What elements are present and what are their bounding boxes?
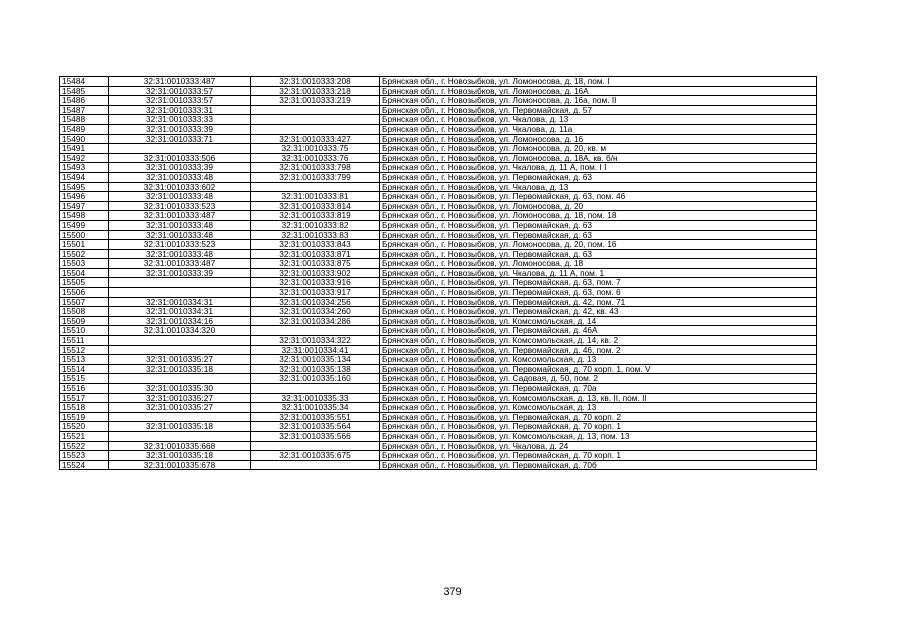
address-cell: Брянская обл., г. Новозыбков, ул. Ломоносова, д. 20, пом. 16 [380,240,817,250]
object-cadastral-number-cell: 32:31:0010333:81 [251,192,380,202]
row-number-cell: 15519 [60,412,109,422]
table-row [60,384,817,394]
cadastral-number-cell: 32:31:0010334:31 [109,297,251,307]
cadastral-number-cell [109,431,251,441]
row-number-cell: 15508 [60,307,109,317]
object-cadastral-number-cell: 32:31:0010333:819 [251,211,380,221]
cadastral-number-cell: 32:31:0010333:506 [109,153,251,163]
table-row [60,77,817,87]
row-number-cell: 15514 [60,364,109,374]
table-row [60,374,817,384]
address-cell: Брянская обл., г. Новозыбков, ул. Комсомольская, д. 13, пом. 13 [380,431,817,441]
row-number-cell: 15485 [60,86,109,96]
address-cell: Брянская обл., г. Новозыбков, ул. Чкалова, д. 13 [380,182,817,192]
row-number-cell: 15521 [60,431,109,441]
object-cadastral-number-cell: 32:31:0010335:134 [251,355,380,365]
row-number-cell: 15491 [60,144,109,154]
object-cadastral-number-cell: 32:31:0010333:219 [251,96,380,106]
object-cadastral-number-cell: 32:31:0010334:256 [251,297,380,307]
object-cadastral-number-cell: 32:31:0010333:798 [251,163,380,173]
object-cadastral-number-cell: 32:31:0010335:564 [251,422,380,432]
address-cell: Брянская обл., г. Новозыбков, ул. Чкалова, д. 11 А, пом. 1 [380,268,817,278]
address-cell: Брянская обл., г. Новозыбков, ул. Первомайская, д. 70 корп. 1 [380,422,817,432]
row-number-cell: 15492 [60,153,109,163]
row-number-cell: 15515 [60,374,109,384]
object-cadastral-number-cell [251,460,380,470]
object-cadastral-number-cell [251,384,380,394]
cadastral-number-cell: 32:31:0010334:320 [109,326,251,336]
table-row [60,230,817,240]
row-number-cell: 15487 [60,105,109,115]
cadastral-number-cell: 32:31:0010333:39 [109,124,251,134]
object-cadastral-number-cell: 32:31:0010333:902 [251,268,380,278]
row-number-cell: 15499 [60,220,109,230]
row-number-cell: 15495 [60,182,109,192]
address-cell: Брянская обл., г. Новозыбков, ул. Комсомольская, д. 13, кв. II, пом. II [380,393,817,403]
table-row [60,153,817,163]
address-cell: Брянская обл., г. Новозыбков, ул. Первомайская, д. 70 корп. 1, пом. V [380,364,817,374]
address-cell: Брянская обл., г. Новозыбков, ул. Первомайская, д. 70 корп. 2 [380,412,817,422]
object-cadastral-number-cell: 32:31:0010333:75 [251,144,380,154]
cadastral-number-cell: 32:31:0010333:602 [109,182,251,192]
cadastral-number-cell: 32:31:0010333:57 [109,96,251,106]
cadastral-number-cell: 32:31:0010335:18 [109,364,251,374]
address-cell: Брянская обл., г. Новозыбков, ул. Ломоносова, д. 16А [380,86,817,96]
object-cadastral-number-cell [251,124,380,134]
cadastral-number-cell: 32:31:0010335:27 [109,393,251,403]
address-cell: Брянская обл., г. Новозыбков, ул. Чкалова, д. 24 [380,441,817,451]
object-cadastral-number-cell: 32:31:0010333:218 [251,86,380,96]
cadastral-number-cell [109,278,251,288]
object-cadastral-number-cell: 32:31:0010333:871 [251,249,380,259]
cadastral-number-cell: 32:31:0010333:39 [109,268,251,278]
cadastral-number-cell: 32:31:0010333:71 [109,134,251,144]
object-cadastral-number-cell: 32:31:0010335:160 [251,374,380,384]
address-cell: Брянская обл., г. Новозыбков, ул. Первомайская, д. 42, кв. 43 [380,307,817,317]
table-row [60,172,817,182]
cadastral-number-cell: 32:31:0010335:18 [109,422,251,432]
row-number-cell: 15512 [60,345,109,355]
cadastral-number-cell: 32:31:0010335:30 [109,384,251,394]
address-cell: Брянская обл., г. Новозыбков, ул. Ломоносова, д. 18, пом. 18 [380,211,817,221]
row-number-cell: 15504 [60,268,109,278]
address-cell: Брянская обл., г. Новозыбков, ул. Первомайская, д. 63 [380,230,817,240]
cadastral-number-cell: 32:31:0010334:31 [109,307,251,317]
row-number-cell: 15505 [60,278,109,288]
row-number-cell: 15501 [60,240,109,250]
cadastral-number-cell: 32:31:0010335:678 [109,460,251,470]
cadastral-number-cell: 32:31:0010335:668 [109,441,251,451]
object-cadastral-number-cell: 32:31:0010333:814 [251,201,380,211]
cadastral-number-cell [109,345,251,355]
address-cell: Брянская обл., г. Новозыбков, ул. Первомайская, д. 63, пом. 7 [380,278,817,288]
object-cadastral-number-cell: 32:31:0010333:83 [251,230,380,240]
address-cell: Брянская обл., г. Новозыбков, ул. Первомайская, д. 63, пом. 6 [380,288,817,298]
address-cell: Брянская обл., г. Новозыбков, ул. Чкалова, д. 11 А, пом. I I [380,163,817,173]
cadastral-number-cell: 32:31:0010334:16 [109,316,251,326]
object-cadastral-number-cell: 32:31:0010335:34 [251,403,380,413]
address-cell: Брянская обл., г. Новозыбков, ул. Комсомольская, д. 13 [380,403,817,413]
object-cadastral-number-cell: 32:31:0010335:138 [251,364,380,374]
row-number-cell: 15507 [60,297,109,307]
table-row [60,345,817,355]
cadastral-number-cell [109,144,251,154]
address-cell: Брянская обл., г. Новозыбков, ул. Первомайская, д. 63 [380,220,817,230]
object-cadastral-number-cell: 32:31:0010334:286 [251,316,380,326]
table-row [60,259,817,269]
row-number-cell: 15486 [60,96,109,106]
object-cadastral-number-cell: 32:31:0010333:916 [251,278,380,288]
row-number-cell: 15520 [60,422,109,432]
table-row [60,124,817,134]
table-row [60,355,817,365]
table-row [60,144,817,154]
row-number-cell: 15513 [60,355,109,365]
row-number-cell: 15497 [60,201,109,211]
table-row [60,240,817,250]
row-number-cell: 15517 [60,393,109,403]
table-row [60,403,817,413]
table-row [60,460,817,470]
address-cell: Брянская обл., г. Новозыбков, ул. Первомайская, д. 63, пом. 46 [380,192,817,202]
address-cell: Брянская обл., г. Новозыбков, ул. Комсомольская, д. 14, кв. 2 [380,336,817,346]
object-cadastral-number-cell [251,105,380,115]
table-row [60,268,817,278]
row-number-cell: 15509 [60,316,109,326]
cadastral-number-cell: 32:31:0010333:57 [109,86,251,96]
address-cell: Брянская обл., г. Новозыбков, ул. Первомайская, д. 42, пом. 71 [380,297,817,307]
registry-table [59,76,817,470]
table-row [60,412,817,422]
cadastral-number-cell: 32:31:0010333:523 [109,240,251,250]
address-cell: Брянская обл., г. Новозыбков, ул. Ломоносова, д. 18, пом. I [380,77,817,87]
row-number-cell: 15511 [60,336,109,346]
cadastral-number-cell: 32:31:0010333:31 [109,105,251,115]
row-number-cell: 15522 [60,441,109,451]
object-cadastral-number-cell: 32:31:0010335:551 [251,412,380,422]
row-number-cell: 15498 [60,211,109,221]
registry-table-body [60,77,817,470]
object-cadastral-number-cell: 32:31:0010334:41 [251,345,380,355]
address-cell: Брянская обл., г. Новозыбков, ул. Первомайская, д. 63 [380,249,817,259]
table-row [60,220,817,230]
cadastral-number-cell [109,288,251,298]
address-cell: Брянская обл., г. Новозыбков, ул. Первомайская, д. 70 корп. 1 [380,451,817,461]
cadastral-number-cell: 32:31:0010333:48 [109,192,251,202]
object-cadastral-number-cell: 32:31:0010334:260 [251,307,380,317]
cadastral-number-cell: 32:31:0010333:39 [109,163,251,173]
object-cadastral-number-cell: 32:31:0010333:82 [251,220,380,230]
cadastral-number-cell: 32:31:0010335:27 [109,355,251,365]
cadastral-number-cell: 32:31:0010333:48 [109,172,251,182]
cadastral-number-cell: 32:31:0010333:487 [109,259,251,269]
table-row [60,134,817,144]
object-cadastral-number-cell: 32:31:0010333:875 [251,259,380,269]
address-cell: Брянская обл., г. Новозыбков, ул. Ломоносова, д. 16а, пом. II [380,96,817,106]
address-cell: Брянская обл., г. Новозыбков, ул. Первомайская, д. 46А [380,326,817,336]
row-number-cell: 15516 [60,384,109,394]
table-row [60,336,817,346]
address-cell: Брянская обл., г. Новозыбков, ул. Ломоносова, д. 18А, кв. б/н [380,153,817,163]
address-cell: Брянская обл., г. Новозыбков, ул. Садовая, д. 50, пом. 2 [380,374,817,384]
object-cadastral-number-cell: 32:31:0010333:799 [251,172,380,182]
address-cell: Брянская обл., г. Новозыбков, ул. Первомайская, д. 70а [380,384,817,394]
row-number-cell: 15489 [60,124,109,134]
table-row [60,297,817,307]
cadastral-number-cell: 32:31:0010333:48 [109,230,251,240]
row-number-cell: 15484 [60,77,109,87]
address-cell: Брянская обл., г. Новозыбков, ул. Чкалова, д. 13 [380,115,817,125]
object-cadastral-number-cell: 32:31:0010334:322 [251,336,380,346]
row-number-cell: 15506 [60,288,109,298]
table-row [60,316,817,326]
table-row [60,105,817,115]
table-row [60,249,817,259]
object-cadastral-number-cell: 32:31:0010333:843 [251,240,380,250]
object-cadastral-number-cell: 32:31:0010335:566 [251,431,380,441]
table-row [60,86,817,96]
cadastral-number-cell [109,412,251,422]
table-row [60,422,817,432]
row-number-cell: 15523 [60,451,109,461]
object-cadastral-number-cell: 32:31:0010335:33 [251,393,380,403]
address-cell: Брянская обл., г. Новозыбков, ул. Комсомольская, д. 13 [380,355,817,365]
row-number-cell: 15490 [60,134,109,144]
object-cadastral-number-cell [251,326,380,336]
table-row [60,163,817,173]
object-cadastral-number-cell: 32:31:0010333:427 [251,134,380,144]
cadastral-number-cell: 32:31:0010335:18 [109,451,251,461]
table-row [60,96,817,106]
row-number-cell: 15518 [60,403,109,413]
table-row [60,451,817,461]
table-row [60,307,817,317]
object-cadastral-number-cell [251,441,380,451]
object-cadastral-number-cell: 32:31:0010333:917 [251,288,380,298]
cadastral-number-cell: 32:31:0010333:33 [109,115,251,125]
address-cell: Брянская обл., г. Новозыбков, ул. Ломоносова, д. 18 [380,259,817,269]
table-row [60,182,817,192]
table-row [60,364,817,374]
address-cell: Брянская обл., г. Новозыбков, ул. Первомайская, д. 70б [380,460,817,470]
cadastral-number-cell [109,374,251,384]
table-row [60,192,817,202]
row-number-cell: 15500 [60,230,109,240]
object-cadastral-number-cell: 32:31:0010333:208 [251,77,380,87]
address-cell: Брянская обл., г. Новозыбков, ул. Ломоносова, д. 20 [380,201,817,211]
address-cell: Брянская обл., г. Новозыбков, ул. Первомайская, д. 63 [380,172,817,182]
object-cadastral-number-cell [251,182,380,192]
address-cell: Брянская обл., г. Новозыбков, ул. Ломоносова, д. 16 [380,134,817,144]
row-number-cell: 15524 [60,460,109,470]
address-cell: Брянская обл., г. Новозыбков, ул. Комсомольская, д. 14 [380,316,817,326]
row-number-cell: 15488 [60,115,109,125]
table-row [60,278,817,288]
row-number-cell: 15503 [60,259,109,269]
address-cell: Брянская обл., г. Новозыбков, ул. Первомайская, д. 57 [380,105,817,115]
table-row [60,393,817,403]
object-cadastral-number-cell [251,115,380,125]
table-row [60,115,817,125]
table-row [60,441,817,451]
row-number-cell: 15493 [60,163,109,173]
cadastral-number-cell: 32:31:0010335:27 [109,403,251,413]
table-row [60,326,817,336]
table-row [60,201,817,211]
cadastral-number-cell: 32:31:0010333:48 [109,220,251,230]
object-cadastral-number-cell: 32:31:0010333:76 [251,153,380,163]
row-number-cell: 15502 [60,249,109,259]
cadastral-number-cell: 32:31:0010333:523 [109,201,251,211]
object-cadastral-number-cell: 32:31:0010335:675 [251,451,380,461]
cadastral-number-cell [109,336,251,346]
address-cell: Брянская обл., г. Новозыбков, ул. Первомайская, д. 46, пом. 2 [380,345,817,355]
row-number-cell: 15494 [60,172,109,182]
cadastral-number-cell: 32:31:0010333:487 [109,211,251,221]
row-number-cell: 15496 [60,192,109,202]
table-row [60,431,817,441]
table-row [60,288,817,298]
cadastral-number-cell: 32:31:0010333:48 [109,249,251,259]
page-number: 379 [443,586,462,598]
address-cell: Брянская обл., г. Новозыбков, ул. Ломоносова, д. 20, кв. м [380,144,817,154]
address-cell: Брянская обл., г. Новозыбков, ул. Чкалова, д. 11а [380,124,817,134]
cadastral-number-cell: 32:31:0010333:487 [109,77,251,87]
row-number-cell: 15510 [60,326,109,336]
table-row [60,211,817,221]
